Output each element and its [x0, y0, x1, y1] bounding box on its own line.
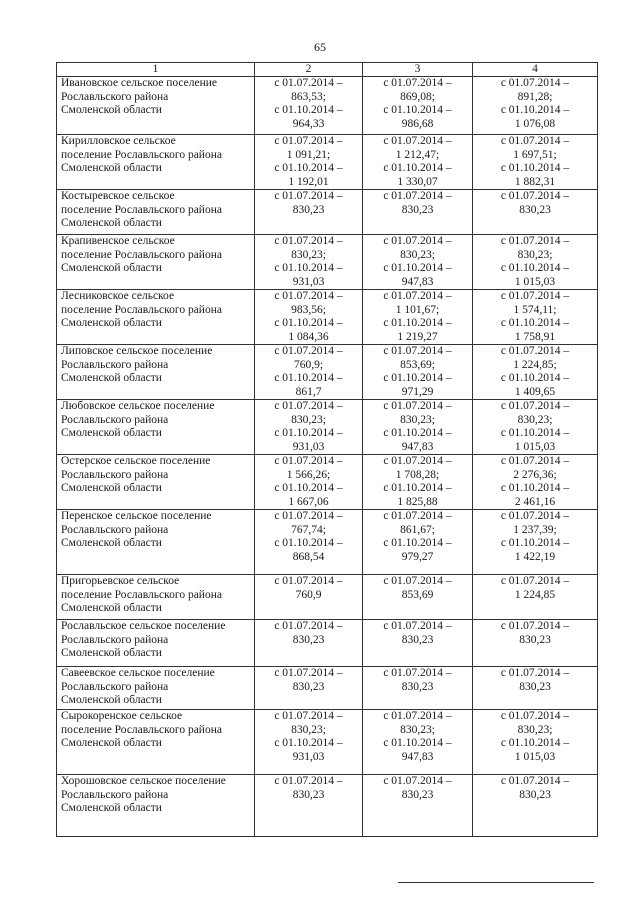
- tariff-cell-col3: [363, 510, 473, 575]
- settlement-name-cell-line: Смоленской области: [61, 694, 162, 706]
- tariff-table: [56, 62, 598, 837]
- tariff-cell-col2-line: с 01.07.2014 –: [274, 345, 343, 357]
- tariff-cell-col2-line: 760,9;: [293, 358, 324, 371]
- tariff-cell-col3-line: с 01.07.2014 –: [383, 190, 452, 202]
- tariff-cell-col3: [363, 667, 473, 710]
- tariff-cell-col2: [255, 290, 363, 345]
- table-header-row: [57, 63, 598, 77]
- tariff-cell-col2: [255, 455, 363, 510]
- tariff-cell-col3-line: с 01.07.2014 –: [383, 575, 452, 587]
- table-row: [57, 775, 598, 837]
- tariff-cell-col4-line: с 01.10.2014 –: [500, 372, 570, 384]
- footer-rule: [398, 882, 594, 883]
- tariff-cell-col3-line: 1 212,47;: [395, 148, 440, 161]
- settlement-name-cell: [57, 235, 255, 290]
- tariff-cell-col3-line: с 01.10.2014 –: [383, 482, 452, 494]
- tariff-cell-col4-line: 1 224,85;: [513, 358, 557, 371]
- settlement-name-cell-line: Смоленской области: [61, 372, 162, 384]
- tariff-cell-col4: [473, 620, 598, 667]
- settlement-name-cell: [57, 135, 255, 190]
- tariff-cell-col2-line: 1 566,26;: [286, 468, 331, 481]
- tariff-cell-col4-line: с 01.07.2014 –: [500, 775, 570, 787]
- tariff-cell-col2-line: с 01.07.2014 –: [274, 775, 343, 787]
- tariff-cell-col2-line: 830,23;: [291, 248, 326, 261]
- settlement-name-cell: [57, 775, 255, 837]
- tariff-cell-col2-line: с 01.07.2014 –: [274, 620, 343, 632]
- settlement-name-cell-line: Рославльского района: [61, 633, 169, 646]
- tariff-cell-col3-line: с 01.07.2014 –: [383, 775, 452, 787]
- tariff-cell-col4-line: с 01.07.2014 –: [500, 290, 570, 302]
- tariff-cell-col4-line: 1 015,03: [514, 275, 556, 288]
- tariff-cell-col2-line: 931,03: [292, 440, 325, 453]
- tariff-cell-col3-line: с 01.07.2014 –: [383, 620, 452, 632]
- tariff-cell-col2-line: с 01.07.2014 –: [274, 135, 343, 147]
- tariff-cell-col4-line: 830,23: [519, 788, 551, 801]
- settlement-name-cell-line: Рославльское сельское поселение: [61, 620, 226, 632]
- tariff-cell-col3-line: с 01.10.2014 –: [383, 537, 452, 549]
- tariff-cell-col4-line: с 01.10.2014 –: [500, 104, 570, 116]
- settlement-name-cell-line: Смоленской области: [61, 802, 162, 814]
- tariff-cell-col2-line: 931,03: [292, 750, 325, 763]
- tariff-cell-col2-line: с 01.10.2014 –: [274, 104, 343, 116]
- tariff-cell-col4-line: 2 461,16: [514, 495, 556, 508]
- tariff-cell-col2: [255, 235, 363, 290]
- tariff-cell-col4: [473, 345, 598, 400]
- tariff-cell-col3-line: 830,23;: [400, 248, 435, 261]
- tariff-cell-col4: [473, 455, 598, 510]
- tariff-cell-col4: [473, 235, 598, 290]
- tariff-cell-col2: [255, 400, 363, 455]
- tariff-cell-col3-line: 947,83: [401, 750, 434, 763]
- tariff-cell-col2-line: 1 192,01: [288, 175, 329, 188]
- table-row: [57, 575, 598, 620]
- settlement-name-cell-line: Рославльского района: [61, 468, 169, 481]
- settlement-name-cell-line: Смоленской области: [61, 162, 162, 174]
- tariff-cell-col4-line: с 01.07.2014 –: [500, 455, 570, 467]
- tariff-cell-col4-line: 1 015,03: [514, 440, 556, 453]
- tariff-cell-col2-line: с 01.07.2014 –: [274, 510, 343, 522]
- tariff-cell-col3-line: с 01.07.2014 –: [383, 345, 452, 357]
- tariff-cell-col3-line: с 01.07.2014 –: [383, 77, 452, 89]
- tariff-cell-col2-line: с 01.07.2014 –: [274, 190, 343, 202]
- tariff-cell-col3-line: 947,83: [401, 275, 434, 288]
- tariff-cell-col2-line: с 01.10.2014 –: [274, 262, 343, 274]
- tariff-cell-col2-line: 830,23: [292, 788, 325, 801]
- settlement-name-cell: [57, 667, 255, 710]
- tariff-cell-col3-line: 830,23: [401, 203, 434, 216]
- tariff-cell-col4-line: 1 697,51;: [513, 148, 557, 161]
- settlement-name-cell-line: Смоленской области: [61, 482, 162, 494]
- tariff-cell-col4: [473, 400, 598, 455]
- tariff-cell-col2-line: с 01.07.2014 –: [274, 77, 343, 89]
- settlement-name-cell-line: Рославльского района: [61, 358, 169, 371]
- tariff-cell-col4-line: с 01.10.2014 –: [500, 262, 570, 274]
- tariff-cell-col2: [255, 575, 363, 620]
- tariff-cell-col4-line: с 01.07.2014 –: [500, 620, 570, 632]
- tariff-cell-col3-line: 830,23;: [400, 413, 435, 426]
- settlement-name-cell-line: Смоленской области: [61, 602, 162, 614]
- tariff-cell-col3-line: 830,23: [401, 680, 434, 693]
- tariff-cell-col4-line: с 01.07.2014 –: [500, 400, 570, 412]
- tariff-cell-col4-line: с 01.07.2014 –: [500, 510, 570, 522]
- tariff-cell-col2-line: с 01.07.2014 –: [274, 455, 343, 467]
- tariff-cell-col2-line: с 01.07.2014 –: [274, 667, 343, 679]
- tariff-cell-col3-line: с 01.07.2014 –: [383, 510, 452, 522]
- tariff-cell-col4-line: с 01.07.2014 –: [500, 575, 570, 587]
- tariff-cell-col4-line: 2 276,36;: [513, 468, 557, 481]
- tariff-cell-col2-line: 830,23: [292, 203, 325, 216]
- tariff-cell-col2: [255, 710, 363, 775]
- table-row: [57, 620, 598, 667]
- tariff-cell-col2-line: с 01.07.2014 –: [274, 575, 343, 587]
- settlement-name-cell: [57, 290, 255, 345]
- settlement-name-cell: [57, 575, 255, 620]
- settlement-name-cell-line: Пригорьевское сельское: [61, 575, 180, 587]
- tariff-cell-col4: [473, 135, 598, 190]
- settlement-name-cell-line: Рославльского района: [61, 523, 169, 536]
- tariff-cell-col4: [473, 510, 598, 575]
- tariff-cell-col2: [255, 135, 363, 190]
- tariff-cell-col3-line: с 01.07.2014 –: [383, 667, 452, 679]
- tariff-cell-col4: [473, 77, 598, 135]
- tariff-cell-col3-line: 830,23;: [400, 723, 435, 736]
- tariff-cell-col4: [473, 190, 598, 235]
- settlement-name-cell-line: Смоленской области: [61, 427, 162, 439]
- settlement-name-cell-line: поселение Рославльского района: [61, 723, 222, 736]
- tariff-cell-col3-line: 869,08;: [400, 90, 435, 103]
- tariff-cell-col3-line: с 01.07.2014 –: [383, 400, 452, 412]
- tariff-cell-col3-line: 947,83: [401, 440, 434, 453]
- tariff-cell-col2-line: 861,7: [295, 385, 322, 398]
- table-row: [57, 667, 598, 710]
- tariff-cell-col3: [363, 455, 473, 510]
- tariff-cell-col2-line: с 01.10.2014 –: [274, 427, 343, 439]
- tariff-cell-col4-line: с 01.07.2014 –: [500, 710, 570, 722]
- settlement-name-cell-line: Рославльского района: [61, 413, 169, 426]
- column-header-3: 3: [363, 63, 473, 77]
- tariff-cell-col3-line: 1 825,88: [397, 495, 438, 508]
- settlement-name-cell-line: Перенское сельское поселение: [61, 510, 212, 522]
- tariff-cell-col4-line: 830,23: [519, 203, 551, 216]
- tariff-cell-col3: [363, 135, 473, 190]
- tariff-cell-col4-line: 1 224,85: [514, 588, 556, 601]
- tariff-cell-col3-line: 971,29: [401, 385, 434, 398]
- tariff-cell-col4-line: с 01.10.2014 –: [500, 427, 570, 439]
- tariff-cell-col3-line: 830,23: [401, 633, 434, 646]
- tariff-cell-col4-line: с 01.07.2014 –: [500, 345, 570, 357]
- tariff-cell-col2: [255, 190, 363, 235]
- settlement-name-cell-line: Остерское сельское поселение: [61, 455, 211, 467]
- settlement-name-cell-line: Кирилловское сельское: [61, 135, 176, 147]
- tariff-cell-col2-line: с 01.10.2014 –: [274, 737, 343, 749]
- tariff-cell-col2-line: с 01.10.2014 –: [274, 537, 343, 549]
- settlement-name-cell-line: поселение Рославльского района: [61, 303, 222, 316]
- settlement-name-cell: [57, 400, 255, 455]
- tariff-cell-col3: [363, 235, 473, 290]
- tariff-cell-col4-line: 1 015,03: [514, 750, 556, 763]
- tariff-cell-col3-line: с 01.10.2014 –: [383, 104, 452, 116]
- table-row: [57, 455, 598, 510]
- tariff-cell-col4: [473, 775, 598, 837]
- table-row: [57, 135, 598, 190]
- tariff-cell-col2-line: 868,54: [292, 550, 325, 563]
- tariff-cell-col3: [363, 290, 473, 345]
- column-header-2: 2: [255, 63, 363, 77]
- settlement-name-cell-line: поселение Рославльского района: [61, 588, 222, 601]
- tariff-cell-col4-line: 891,28;: [517, 90, 553, 103]
- tariff-cell-col4-line: с 01.07.2014 –: [500, 190, 570, 202]
- tariff-cell-col4-line: 1 758,91: [514, 330, 556, 343]
- tariff-cell-col2-line: 830,23: [292, 633, 325, 646]
- tariff-cell-col2: [255, 667, 363, 710]
- tariff-cell-col3-line: с 01.07.2014 –: [383, 235, 452, 247]
- settlement-name-cell-line: Смоленской области: [61, 647, 162, 659]
- settlement-name-cell: [57, 455, 255, 510]
- tariff-cell-col3-line: 1 708,28;: [395, 468, 440, 481]
- tariff-cell-col3-line: 1 219,27: [397, 330, 438, 343]
- tariff-cell-col4-line: с 01.10.2014 –: [500, 737, 570, 749]
- tariff-cell-col3-line: с 01.10.2014 –: [383, 262, 452, 274]
- settlement-name-cell: [57, 710, 255, 775]
- tariff-cell-col3: [363, 620, 473, 667]
- settlement-name-cell-line: Ивановское сельское поселение: [61, 77, 218, 89]
- tariff-cell-col4: [473, 710, 598, 775]
- tariff-cell-col2-line: 830,23: [292, 680, 325, 693]
- tariff-cell-col4-line: 830,23;: [517, 248, 553, 261]
- table-row: [57, 290, 598, 345]
- tariff-cell-col4-line: с 01.10.2014 –: [500, 317, 570, 329]
- settlement-name-cell-line: Рославльского района: [61, 788, 169, 801]
- tariff-cell-col2-line: с 01.07.2014 –: [274, 710, 343, 722]
- settlement-name-cell: [57, 345, 255, 400]
- tariff-cell-col3-line: 986,68: [401, 117, 434, 130]
- tariff-cell-col4-line: с 01.10.2014 –: [500, 482, 570, 494]
- tariff-cell-col4-line: 1 409,65: [514, 385, 556, 398]
- tariff-cell-col3-line: с 01.07.2014 –: [383, 290, 452, 302]
- tariff-cell-col2-line: с 01.07.2014 –: [274, 290, 343, 302]
- tariff-cell-col4-line: 1 422,19: [514, 550, 556, 563]
- table-row: [57, 400, 598, 455]
- tariff-cell-col4: [473, 290, 598, 345]
- tariff-cell-col2-line: 760,9: [295, 588, 322, 601]
- settlement-name-cell-line: поселение Рославльского района: [61, 248, 222, 261]
- tariff-cell-col4-line: с 01.10.2014 –: [500, 537, 570, 549]
- tariff-cell-col3: [363, 190, 473, 235]
- settlement-name-cell-line: Любовское сельское поселение: [61, 400, 215, 412]
- tariff-cell-col2-line: 830,23;: [291, 413, 326, 426]
- settlement-name-cell-line: Смоленской области: [61, 262, 162, 274]
- settlement-name-cell-line: Сырокоренское сельское: [61, 710, 183, 722]
- column-header-4: 4: [473, 63, 598, 77]
- tariff-cell-col4-line: 1 882,31: [514, 175, 556, 188]
- settlement-name-cell-line: Лесниковское сельское: [61, 290, 175, 302]
- settlement-name-cell-line: Смоленской области: [61, 317, 162, 329]
- settlement-name-cell-line: Смоленской области: [61, 217, 162, 229]
- tariff-cell-col4: [473, 667, 598, 710]
- tariff-cell-col3: [363, 345, 473, 400]
- settlement-name-cell-line: Смоленской области: [61, 537, 162, 549]
- settlement-name-cell: [57, 77, 255, 135]
- tariff-cell-col3-line: 853,69: [401, 588, 434, 601]
- tariff-cell-col2: [255, 77, 363, 135]
- tariff-cell-col3-line: 1 330,07: [397, 175, 438, 188]
- settlement-name-cell: [57, 190, 255, 235]
- tariff-cell-col2-line: 1 667,06: [288, 495, 329, 508]
- tariff-cell-col2-line: 1 091,21;: [286, 148, 331, 161]
- tariff-cell-col3: [363, 710, 473, 775]
- tariff-cell-col2-line: 964,33: [292, 117, 325, 130]
- settlement-name-cell: [57, 510, 255, 575]
- tariff-cell-col3-line: с 01.07.2014 –: [383, 135, 452, 147]
- tariff-cell-col3-line: 861,67;: [400, 523, 435, 536]
- settlement-name-cell-line: поселение Рославльского района: [61, 203, 222, 216]
- tariff-cell-col2-line: с 01.07.2014 –: [274, 235, 343, 247]
- tariff-cell-col3-line: с 01.10.2014 –: [383, 737, 452, 749]
- tariff-cell-col3-line: 979,27: [401, 550, 434, 563]
- settlement-name-cell-line: Крапивенское сельское: [61, 235, 175, 247]
- settlement-name-cell-line: Савеевское сельское поселение: [61, 667, 215, 679]
- tariff-cell-col2: [255, 510, 363, 575]
- tariff-cell-col4-line: 830,23: [519, 633, 551, 646]
- table-body: [57, 77, 598, 837]
- tariff-cell-col4: [473, 575, 598, 620]
- tariff-cell-col4-line: 1 574,11;: [513, 303, 557, 316]
- tariff-cell-col3-line: 853,69;: [400, 358, 435, 371]
- tariff-cell-col3-line: с 01.10.2014 –: [383, 427, 452, 439]
- tariff-cell-col2: [255, 775, 363, 837]
- settlement-name-cell-line: Хорошовское сельское поселение: [61, 775, 226, 787]
- settlement-name-cell-line: Смоленской области: [61, 737, 162, 749]
- settlement-name-cell-line: Костыревское сельское: [61, 190, 175, 202]
- tariff-cell-col4-line: с 01.10.2014 –: [500, 162, 570, 174]
- tariff-cell-col4-line: 1 076,08: [514, 117, 556, 130]
- tariff-cell-col3: [363, 400, 473, 455]
- tariff-cell-col4-line: с 01.07.2014 –: [500, 77, 570, 89]
- settlement-name-cell-line: Липовское сельское поселение: [61, 345, 213, 357]
- settlement-name-cell-line: Рославльского района: [61, 90, 169, 103]
- table-row: [57, 345, 598, 400]
- tariff-cell-col2-line: с 01.10.2014 –: [274, 162, 343, 174]
- tariff-cell-col3-line: с 01.07.2014 –: [383, 710, 452, 722]
- tariff-cell-col2-line: 983,56;: [291, 303, 326, 316]
- table-row: [57, 235, 598, 290]
- tariff-cell-col2-line: 863,53;: [291, 90, 326, 103]
- tariff-cell-col3-line: с 01.10.2014 –: [383, 317, 452, 329]
- column-header-1: 1: [57, 63, 255, 77]
- tariff-cell-col3: [363, 575, 473, 620]
- tariff-cell-col3-line: с 01.10.2014 –: [383, 372, 452, 384]
- tariff-cell-col3-line: 1 101,67;: [395, 303, 440, 316]
- tariff-cell-col3-line: 830,23: [401, 788, 434, 801]
- tariff-cell-col4-line: 830,23;: [517, 413, 553, 426]
- tariff-cell-col4-line: с 01.07.2014 –: [500, 135, 570, 147]
- tariff-cell-col4-line: 830,23: [519, 680, 551, 693]
- tariff-cell-col4-line: 1 237,39;: [513, 523, 557, 536]
- settlement-name-cell-line: Рославльского района: [61, 680, 169, 693]
- tariff-cell-col4-line: 830,23;: [517, 723, 553, 736]
- tariff-cell-col2: [255, 345, 363, 400]
- tariff-cell-col3-line: с 01.07.2014 –: [383, 455, 452, 467]
- tariff-cell-col4-line: с 01.07.2014 –: [500, 235, 570, 247]
- page-number: 65: [314, 40, 326, 54]
- tariff-cell-col2-line: 1 084,36: [288, 330, 329, 343]
- table-row: [57, 77, 598, 135]
- settlement-name-cell: [57, 620, 255, 667]
- tariff-cell-col2-line: с 01.10.2014 –: [274, 317, 343, 329]
- tariff-cell-col2-line: 931,03: [292, 275, 325, 288]
- tariff-cell-col3: [363, 775, 473, 837]
- tariff-cell-col2-line: 767,74;: [291, 523, 326, 536]
- tariff-cell-col3-line: с 01.10.2014 –: [383, 162, 452, 174]
- tariff-cell-col2-line: с 01.10.2014 –: [274, 482, 343, 494]
- table-row: [57, 190, 598, 235]
- settlement-name-cell-line: поселение Рославльского района: [61, 148, 222, 161]
- tariff-cell-col2: [255, 620, 363, 667]
- tariff-cell-col2-line: с 01.10.2014 –: [274, 372, 343, 384]
- settlement-name-cell-line: Смоленской области: [61, 104, 162, 116]
- table-row: [57, 710, 598, 775]
- tariff-cell-col2-line: с 01.07.2014 –: [274, 400, 343, 412]
- table-row: [57, 510, 598, 575]
- tariff-cell-col4-line: с 01.07.2014 –: [500, 667, 570, 679]
- tariff-cell-col2-line: 830,23;: [291, 723, 326, 736]
- tariff-cell-col3: [363, 77, 473, 135]
